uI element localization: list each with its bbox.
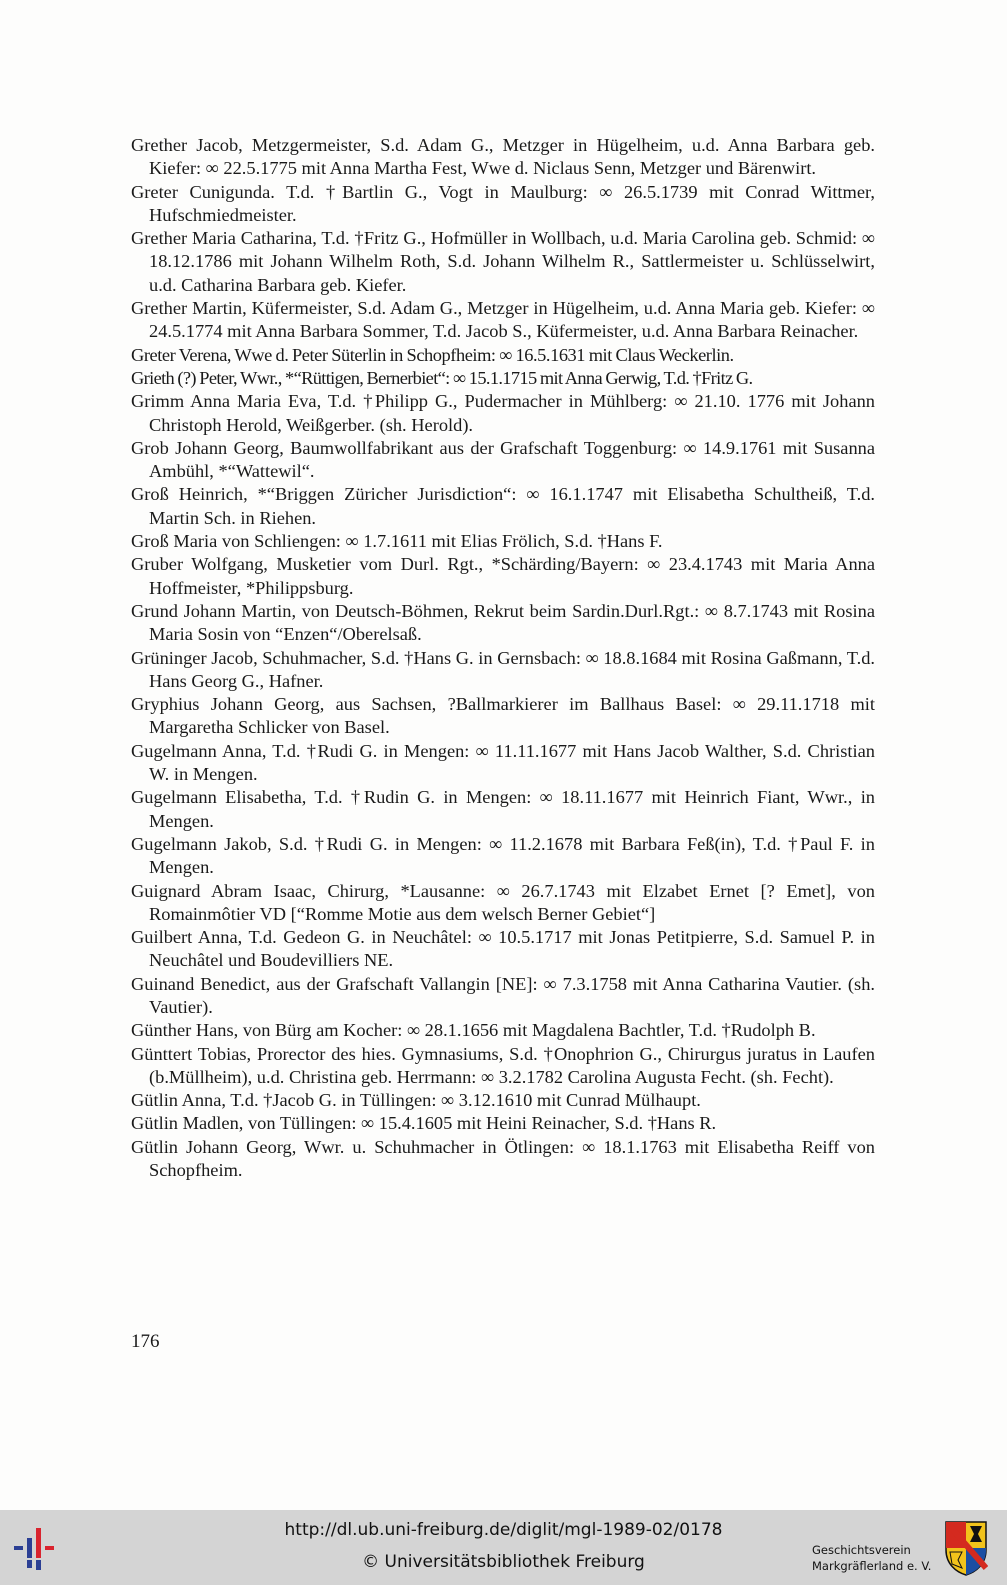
footer-copyright: © Universitätsbibliothek Freiburg bbox=[362, 1552, 645, 1572]
entry-gryphius-johann-georg: Gryphius Johann Georg, aus Sachsen, ?Ballmarkierer im Ballhaus Basel: ∞ 29.11.1718 mit Margaretha Schlicker von Basel. bbox=[131, 694, 875, 738]
entry-guetlin-madlen: Gütlin Madlen, von Tüllingen: ∞ 15.4.1605 mit Heini Reinacher, S.d. †Hans R. bbox=[131, 1113, 717, 1134]
entry-list bbox=[131, 134, 875, 1182]
entry-grund-johann-martin: Grund Johann Martin, von Deutsch-Böhmen, Rekrut beim Sardin.Durl.Rgt.: ∞ 8.7.1743 mit Rosina Maria Sosin von “Enzen“/Oberelsaß. bbox=[131, 600, 875, 645]
entry-gross-maria: Groß Maria von Schliengen: ∞ 1.7.1611 mit Elias Frölich, S.d. †Hans F. bbox=[131, 531, 663, 552]
entry-greter-cunigunda: Greter Cunigunda. T.d. †Bartlin G., Vogt in Maulburg: ∞ 26.5.1739 mit Conrad Wittmer, Hufschmiedmeister. bbox=[131, 181, 875, 225]
entry-grueninger-jacob: Grüninger Jacob, Schuhmacher, S.d. †Hans G. in Gernsbach: ∞ 18.8.1684 mit Rosina Gaßmann, T.d. Hans Georg G., Hafner. bbox=[131, 647, 875, 691]
page-number: 176 bbox=[131, 1331, 160, 1352]
entry-guetlin-johann-georg: Gütlin Johann Georg, Wwr. u. Schuhmacher in Ötlingen: ∞ 18.1.1763 mit Elisabetha Reiff von Schopfheim. bbox=[131, 1136, 875, 1181]
entry-gruber-wolfgang: Gruber Wolfgang, Musketier vom Durl. Rgt., *Schärding/Bayern: ∞ 23.4.1743 mit Maria Anna Hoffmeister, *Philippsburg. bbox=[131, 554, 875, 598]
footer-bar bbox=[0, 1510, 1007, 1585]
entry-grimm-anna-maria-eva: Grimm Anna Maria Eva, T.d. †Philipp G., Pudermacher in Mühlberg: ∞ 21.10. 1776 mit Johann Christoph Herold, Weißgerber. (sh. Herold). bbox=[131, 391, 875, 435]
entry-guetlin-anna: Gütlin Anna, T.d. †Jacob G. in Tüllingen: ∞ 3.12.1610 mit Cunrad Mülhaupt. bbox=[131, 1090, 701, 1111]
entry-gugelmann-elisabetha: Gugelmann Elisabetha, T.d. †Rudin G. in Mengen: ∞ 18.11.1677 mit Heinrich Fiant, Wwr., in Mengen. bbox=[131, 787, 875, 831]
entry-guenther-hans: Günther Hans, von Bürg am Kocher: ∞ 28.1.1656 mit Magdalena Bachtler, T.d. †Rudolph B. bbox=[131, 1020, 816, 1041]
entry-guinand-benedict: Guinand Benedict, aus der Grafschaft Vallangin [NE]: ∞ 7.3.1758 mit Anna Catharina Vautier. (sh. Vautier). bbox=[131, 973, 875, 1017]
entry-gugelmann-jakob: Gugelmann Jakob, S.d. †Rudi G. in Mengen: ∞ 11.2.1678 mit Barbara Feß(in), T.d. †Paul F. in Mengen. bbox=[131, 833, 875, 878]
society-name bbox=[812, 1542, 942, 1574]
footer-url-link[interactable]: http://dl.ub.uni-freiburg.de/diglit/mgl-1989-02/0178 bbox=[284, 1520, 723, 1540]
entry-guilbert-anna: Guilbert Anna, T.d. Gedeon G. in Neuchâtel: ∞ 10.5.1717 mit Jonas Petitpierre, S.d. Samuel P. in Neuchâtel und Boudevilliers NE. bbox=[131, 927, 875, 971]
society-line-1: Geschichtsverein bbox=[812, 1543, 911, 1557]
entry-gugelmann-anna: Gugelmann Anna, T.d. †Rudi G. in Mengen: ∞ 11.11.1677 mit Hans Jacob Walther, S.d. Christian W. in Mengen. bbox=[131, 740, 875, 785]
entry-guignard-abram-isaac: Guignard Abram Isaac, Chirurg, *Lausanne: ∞ 26.7.1743 mit Elzabet Ernet [? Emet], von Romainmôtier VD [“Romme Motie aus dem welsch Berner Gebiet“] bbox=[131, 880, 875, 924]
entry-grob-johann-georg: Grob Johann Georg, Baumwollfabrikant aus der Grafschaft Toggenburg: ∞ 14.9.1761 mit Susanna Ambühl, *“Wattewil“. bbox=[131, 437, 875, 482]
entry-grether-maria-catharina: Grether Maria Catharina, T.d. †Fritz G., Hofmüller in Wollbach, u.d. Maria Carolina geb. Schmid: ∞ 18.12.1786 mit Johann Wilhelm Roth, S.d. Johann Wilhelm R., Sattlermeister u. Schlüsselwirt, u.d. Catharina Barbara geb. Kiefer. bbox=[131, 228, 875, 295]
entry-grether-martin: Grether Martin, Küfermeister, S.d. Adam G., Metzger in Hügelheim, u.d. Anna Maria geb. Kiefer: ∞ 24.5.1774 mit Anna Barbara Sommer, T.d. Jacob S., Küfermeister, u.d. Anna Barbara Reinacher. bbox=[131, 298, 875, 342]
entry-grieth-peter: Grieth (?) Peter, Wwr., *“Rüttigen, Bernerbiet“: ∞ 15.1.1715 mit Anna Gerwig, T.d. †Fritz G. bbox=[131, 367, 753, 388]
entry-grether-jacob: Grether Jacob, Metzgermeister, S.d. Adam G., Metzger in Hügelheim, u.d. Anna Barbara geb. Kiefer: ∞ 22.5.1775 mit Anna Martha Fest, Wwe d. Niclaus Senn, Metzger und Bärenwirt. bbox=[131, 135, 875, 179]
entry-greter-verena: Greter Verena, Wwe d. Peter Süterlin in Schopfheim: ∞ 16.5.1631 mit Claus Weckerlin. bbox=[131, 344, 734, 365]
entry-guenttert-tobias: Günttert Tobias, Prorector des hies. Gymnasiums, S.d. †Onophrion G., Chirurgus juratus in Laufen (b.Müllheim), u.d. Christina geb. Herrmann: ∞ 3.2.1782 Carolina Augusta Fecht. (sh. Fecht). bbox=[131, 1043, 875, 1087]
society-line-2: Markgräflerland e. V. bbox=[812, 1559, 932, 1573]
coat-of-arms-icon bbox=[944, 1520, 988, 1576]
entry-gross-heinrich: Groß Heinrich, *“Briggen Züricher Jurisdiction“: ∞ 16.1.1747 mit Elisabetha Schultheiß, T.d. Martin Sch. in Riehen. bbox=[131, 484, 875, 528]
